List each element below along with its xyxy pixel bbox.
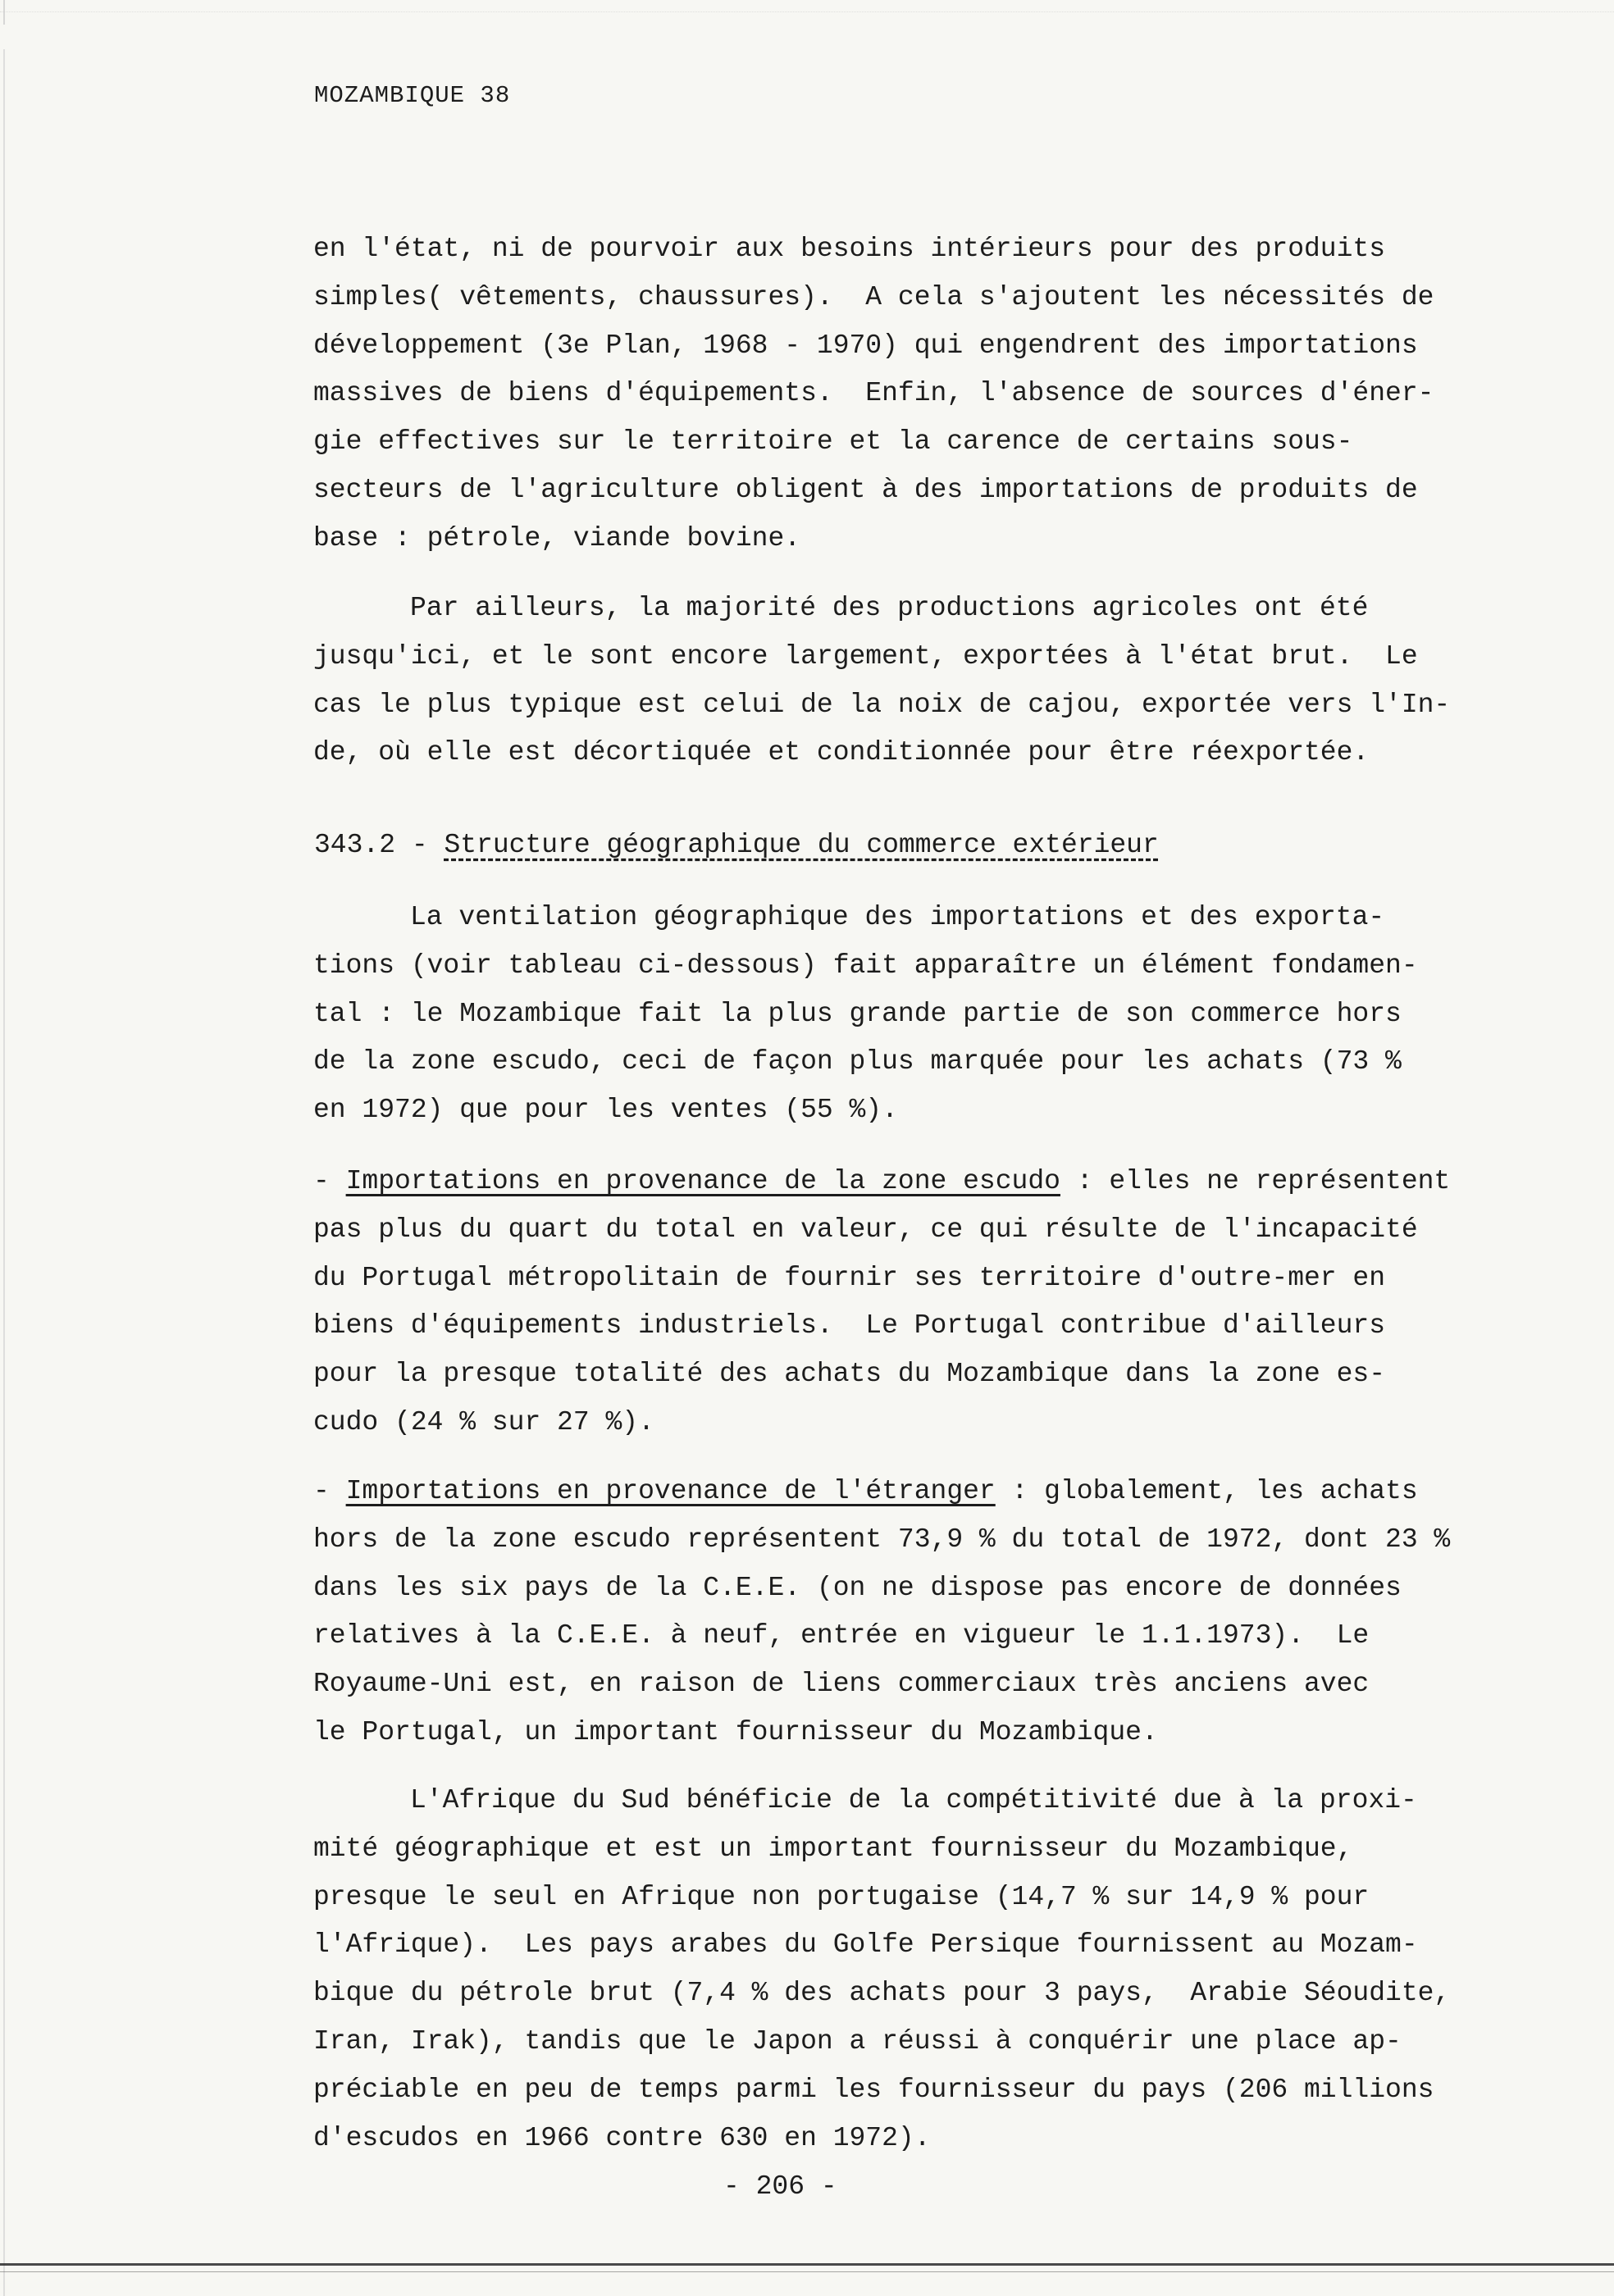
scan-top-edge (0, 0, 1614, 12)
text-line: Royaume-Uni est, en raison de liens commerciaux très anciens avec (313, 1669, 1370, 1700)
paragraph-6 (313, 1777, 1478, 2162)
text-line: en l'état, ni de pourvoir aux besoins intérieurs pour des produits (313, 234, 1386, 264)
text-line: presque le seul en Afrique non portugaise (14,7 % sur 14,9 % pour (313, 1881, 1370, 1912)
text-line: jusqu'ici, et le sont encore largement, exportées à l'état brut. Le (313, 640, 1418, 672)
paragraph-2 (313, 585, 1478, 777)
text-line: bique du pétrole brut (7,4 % des achats pour 3 pays, Arabie Séoudite, (313, 1978, 1451, 2009)
paragraph-1 (313, 226, 1478, 563)
text-line: gie effectives sur le territoire et la carence de certains sous- (313, 426, 1353, 458)
text-line: relatives à la C.E.E. à neuf, entrée en vigueur le 1.1.1973). Le (313, 1620, 1370, 1651)
text-line (313, 1468, 1478, 1516)
text-line: préciable en peu de temps parmi les fournisseur du pays (206 millions (313, 2074, 1434, 2105)
bullet-dash: - (313, 1476, 346, 1506)
text-line: simples( vêtements, chaussures). A cela s'ajoutent les nécessités de (313, 281, 1434, 312)
text-line: tal : le Mozambique fait la plus grande partie de son commerce hors (313, 998, 1402, 1029)
text-line: Iran, Irak), tandis que le Japon a réussi à conquérir une place ap- (313, 2025, 1402, 2057)
text-line: en 1972) que pour les ventes (55 %). (313, 1095, 898, 1126)
text-line: La ventilation géographique des importations et des exporta- (410, 902, 1385, 932)
text-line: l'Afrique). Les pays arabes du Golfe Persique fournissent au Mozam- (313, 1929, 1418, 1961)
text-line: le Portugal, un important fournisseur du Mozambique. (313, 1716, 1158, 1747)
text-line: pas plus du quart du total en valeur, ce qui résulte de l'incapacité (313, 1214, 1418, 1245)
text-line: cudo (24 % sur 27 %). (313, 1406, 654, 1437)
section-heading (314, 830, 1159, 860)
text-line: L'Afrique du Sud bénéficie de la compétitivité due à la proxi- (410, 1785, 1417, 1815)
bottom-rule (0, 2263, 1614, 2266)
underlined-label: Importations en provenance de la zone escudo (345, 1166, 1060, 1196)
text-line: Par ailleurs, la majorité des productions agricoles ont été (410, 593, 1369, 623)
text-line: mité géographique et est un important fournisseur du Mozambique, (313, 1833, 1353, 1864)
text-line: dans les six pays de la C.E.E. (on ne dispose pas encore de données (313, 1572, 1402, 1603)
text-line: tions (voir tableau ci-dessous) fait apparaître un élément fondamen- (313, 950, 1418, 981)
paragraph-3 (313, 894, 1478, 1135)
text-line (313, 1158, 1478, 1206)
text-line: massives de biens d'équipements. Enfin, l'absence de sources d'éner- (313, 378, 1434, 409)
line-rest: : globalement, les achats (995, 1476, 1418, 1506)
line-rest: : elles ne représentent (1060, 1166, 1451, 1196)
text-line: hors de la zone escudo représentent 73,9 % du total de 1972, dont 23 % (313, 1524, 1451, 1555)
page-header: MOZAMBIQUE 38 (314, 82, 511, 109)
text-line: d'escudos en 1966 contre 630 en 1972). (313, 2122, 931, 2153)
text-line: biens d'équipements industriels. Le Portugal contribue d'ailleurs (313, 1310, 1386, 1342)
page-number: - 206 - (723, 2171, 837, 2202)
text-line: de, où elle est décortiquée et conditionnée pour être réexportée. (313, 737, 1370, 768)
paragraph-4 (313, 1158, 1478, 1447)
section-number: 343.2 - (314, 830, 445, 860)
underlined-label: Importations en provenance de l'étranger (345, 1476, 996, 1506)
text-line: base : pétrole, viande bovine. (313, 522, 801, 554)
text-line: secteurs de l'agriculture obligent à des importations de produits de (313, 474, 1418, 505)
text-line: de la zone escudo, ceci de façon plus marquée pour les achats (73 % (313, 1046, 1402, 1077)
scan-left-edge (3, 0, 5, 2296)
text-line: du Portugal métropolitain de fournir ses territoire d'outre-mer en (313, 1262, 1386, 1293)
section-title: Structure géographique du commerce extérieur (444, 830, 1159, 860)
text-line: cas le plus typique est celui de la noix de cajou, exportée vers l'In- (313, 689, 1451, 720)
paragraph-5 (313, 1468, 1478, 1757)
bullet-dash: - (313, 1166, 346, 1196)
text-line: pour la presque totalité des achats du Mozambique dans la zone es- (313, 1359, 1386, 1390)
text-line: développement (3e Plan, 1968 - 1970) qui engendrent des importations (313, 330, 1418, 361)
bottom-rule-thin (0, 2271, 1614, 2272)
